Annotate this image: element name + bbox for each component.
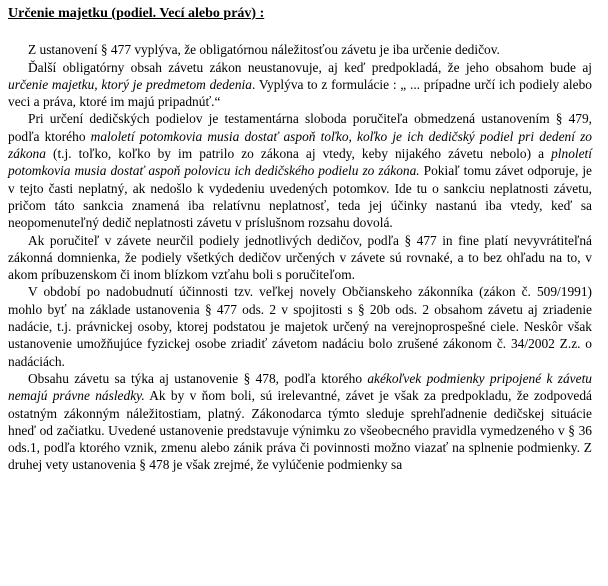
paragraph — [8, 370, 592, 474]
text-segment: (t.j. toľko, koľko by im patrilo zo zákona aj vtedy, keby nijakého závetu nebolo) a — [45, 146, 552, 162]
paragraph — [8, 59, 592, 111]
text-segment: Ďalší obligatórny obsah závetu zákon neustanovuje, aj keď predpokladá, že jeho obsahom bude aj — [28, 59, 592, 75]
paragraph — [8, 232, 592, 284]
text-segment: Pri určení dedičských podielov je testamentárna sloboda poručiteľa obmedzená ustanovením § 479, podľa ktorého — [8, 111, 592, 144]
text-segment: Pokiaľ tomu závet odporuje, je v tejto časti neplatný, ak nedošlo k vydedeniu uvedených potomkov. Ide tu o sankciu neplatnosti závetu, pričom táto sankcia znamená iba relatívnu neplatnosť, teda jej účinky nastanú iba vtedy, keď sa neopomenuteľný dedič neplatnosti závetu v príslušnom rozsahu dovolá. — [8, 163, 592, 231]
paragraph — [8, 283, 592, 369]
text-segment: Obsahu závetu sa týka aj ustanovenie § 478, podľa ktorého — [28, 370, 368, 386]
text-segment: . Vyplýva to z formulácie : „ ... prípadne určí ich podiely alebo veci a práva, ktoré im majú pripadnúť.“ — [8, 76, 592, 110]
document-page — [8, 5, 592, 474]
italic-text-segment: akékoľvek podmienky pripojené k závetu nemajú právne následky. — [8, 370, 592, 404]
text-segment: Ak by v ňom boli, sú irelevantné, závet je však za predpokladu, že zodpovedá ostatným zákonným náležitostiam, platný. Zákonodarca týmto sleduje sprehľadnenie dedičskej situácie hneď od začiatku. Uvedené ustanovenie predstavuje výnimku zo všeobecného pravidla vymedzeného v § 36 ods.1, podľa ktorého vznik, zmenu alebo zánik práva či povinnosti možno viazať na splnenie podmienky. Z druhej vety ustanovenia § 478 je však zrejmé, že vylúčenie podmienky sa — [8, 388, 592, 473]
text-segment: Z ustanovení § 477 vyplýva, že obligatórnou náležitosťou závetu je iba určenie dedičov. — [28, 42, 500, 58]
paragraph — [8, 110, 592, 231]
paragraph — [8, 41, 592, 58]
document-body — [8, 41, 592, 473]
text-segment: Ak poručiteľ v závete neurčil podiely jednotlivých dedičov, podľa § 477 in fine platí nevyvrátiteľná zákonná domnienka, že podiely všetkých dedičov určených v závete sú rovnaké, a to bez ohľadu na to, v akom príbuzenskom či inom blízkom vzťahu boli s poručiteľom. — [8, 232, 592, 283]
text-segment: V období po nadobudnutí účinnosti tzv. veľkej novely Občianskeho zákonníka (zákon č. 509/1991) mohlo byť na základe ustanovenia § 477 ods. 2 v spojitosti s § 20b ods. 2 obsahom závetu aj zriadenie nadácie, t.j. právnickej osoby, ktorej podstatou je majetok určený na verejnoprospešné ciele. Neskôr však ustanovenie umožňujúce fyzickej osobe zriadiť závetom nadáciu bolo zrušené zákonom č. 34/2002 Z.z. o nadáciách. — [8, 284, 592, 369]
italic-text-segment: určenie majetku, ktorý je predmetom dedenia — [8, 76, 252, 92]
italic-text-segment: plnoletí potomkovia musia dostať aspoň polovicu ich dedičského podielu zo zákona. — [8, 146, 592, 179]
italic-text-segment: maloletí potomkovia musia dostať aspoň toľko, koľko je ich dedičský podiel pri dedení zo zákona — [8, 128, 592, 162]
section-heading: Určenie majetku (podiel. Vecí alebo práv) : — [8, 6, 265, 21]
